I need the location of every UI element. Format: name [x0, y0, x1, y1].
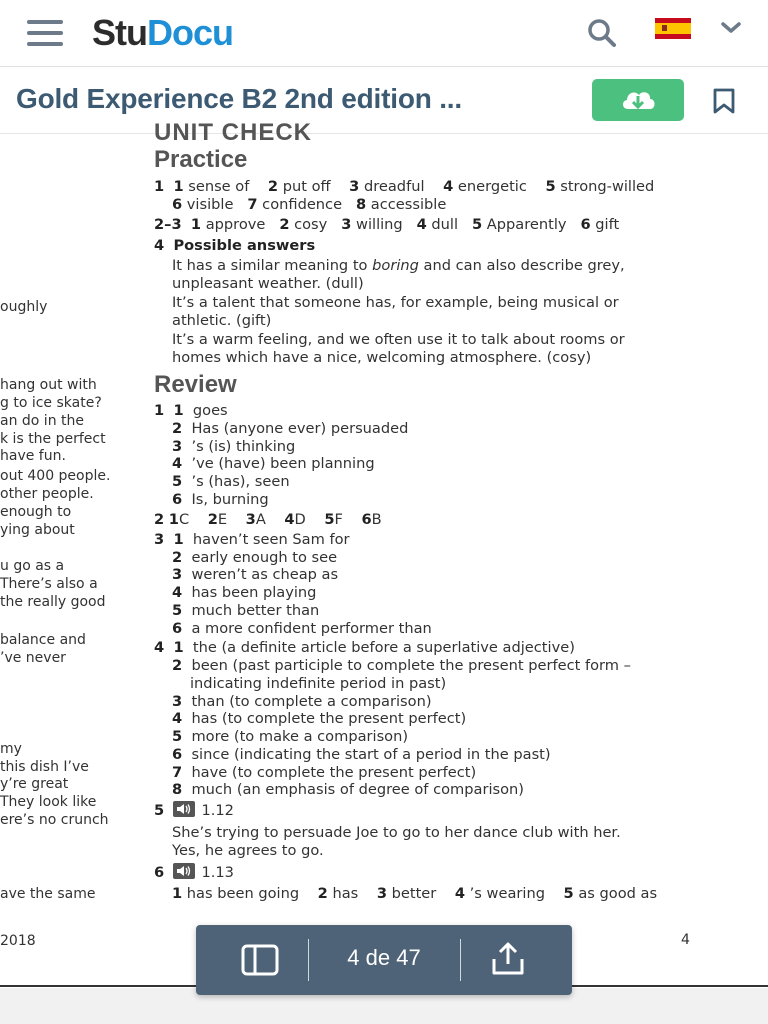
- review-ex4-item: 4 has (to complete the present perfect): [172, 710, 467, 727]
- spain-flag-icon[interactable]: [655, 18, 691, 39]
- studocu-logo[interactable]: [92, 12, 233, 54]
- left-column-text: ’ve never: [0, 650, 66, 666]
- review-ex4-item: 3 than (to complete a comparison): [172, 693, 432, 710]
- unit-check-heading: UNIT CHECK: [154, 119, 312, 146]
- left-column-text: out 400 people.: [0, 468, 111, 484]
- audio-speaker-icon[interactable]: [173, 801, 195, 817]
- review-ex4-item: 6 since (indicating the start of a period in the past): [172, 746, 551, 763]
- left-column-text: k is the perfect: [0, 431, 106, 447]
- page-counter: 4 de 47: [347, 945, 421, 970]
- left-column-text: y’re great: [0, 776, 69, 792]
- left-column-text: the really good: [0, 594, 106, 610]
- left-column-text: an do in the: [0, 413, 84, 429]
- left-column-text: 2018: [0, 933, 36, 949]
- practice-ex23-row: 2–3 1 approve 2 cosy 3 willing 4 dull 5 Apparently 6 gift: [154, 216, 620, 233]
- review-ex6-row: 1 has been going 2 has 3 better 4 ’s wearing 5 as good as: [172, 885, 658, 902]
- review-ex1-item: 5 ’s (has), seen: [172, 473, 290, 490]
- search-icon[interactable]: [586, 17, 618, 49]
- left-column-text: There’s also a: [0, 576, 98, 592]
- review-ex5-line: Yes, he agrees to go.: [172, 842, 324, 859]
- left-column-text: ave the same: [0, 886, 96, 902]
- top-navigation-bar: [0, 0, 768, 67]
- document-title-bar: [0, 67, 768, 134]
- left-column-text: u go as a: [0, 558, 65, 574]
- review-ex4-item: 8 much (an emphasis of degree of comparison): [172, 781, 524, 798]
- practice-ex1-row2: 6 visible 7 confidence 8 accessible: [172, 196, 447, 213]
- review-ex3-item: 2 early enough to see: [172, 549, 338, 566]
- left-column-text: g to ice skate?: [0, 395, 102, 411]
- practice-ex4-answer3: It’s a warm feeling, and we often use it to talk about rooms or: [172, 331, 625, 348]
- logo-text-docu: Docu: [147, 12, 233, 53]
- hamburger-menu-icon[interactable]: [27, 20, 63, 46]
- download-button[interactable]: [592, 79, 684, 121]
- review-ex6-audio: 6 1.13: [154, 864, 234, 881]
- left-column-text: They look like: [0, 794, 97, 810]
- review-ex3-item: 3 weren’t as cheap as: [172, 566, 339, 583]
- review-ex5-line: She’s trying to persuade Joe to go to her dance club with her.: [172, 824, 621, 841]
- review-ex3-item: 4 has been playing: [172, 584, 317, 601]
- practice-ex4-answer1: It has a similar meaning to boring and can also describe grey,: [172, 257, 625, 274]
- cloud-download-icon: [619, 85, 657, 115]
- review-ex3-item: 5 much better than: [172, 602, 320, 619]
- left-column-text: my: [0, 741, 22, 757]
- review-ex3-item: 6 a more confident performer than: [172, 620, 432, 637]
- practice-ex4-answer3-cont: homes which have a nice, welcoming atmosphere. (cosy): [172, 349, 592, 366]
- practice-ex4-answer2-cont: athletic. (gift): [172, 312, 272, 329]
- review-heading: Review: [154, 371, 237, 398]
- left-column-text: hang out with: [0, 377, 97, 393]
- practice-ex4-title: 4 Possible answers: [154, 237, 316, 254]
- pager-separator: [460, 939, 461, 981]
- logo-text-stu: Stu: [92, 12, 147, 53]
- practice-ex4-answer1-cont: unpleasant weather. (dull): [172, 275, 364, 292]
- page-number: 4: [681, 932, 690, 948]
- review-ex5-audio: 5 1.12: [154, 802, 234, 819]
- review-ex1-item: 6 Is, burning: [172, 491, 269, 508]
- bookmark-icon[interactable]: [711, 87, 737, 115]
- left-column-text: balance and: [0, 632, 86, 648]
- document-page-viewer[interactable]: [0, 119, 768, 986]
- review-ex4-item: 4 1 the (a definite article before a superlative adjective): [154, 639, 575, 656]
- audio-speaker-icon[interactable]: [173, 863, 195, 879]
- practice-ex4-answer2: It’s a talent that someone has, for example, being musical or: [172, 294, 619, 311]
- sidebar-panel-icon[interactable]: [241, 943, 279, 977]
- review-ex3-item: 3 1 haven’t seen Sam for: [154, 531, 350, 548]
- left-column-text: oughly: [0, 299, 48, 315]
- review-ex4-item: 2 been (past participle to complete the present perfect form –: [172, 657, 631, 674]
- left-column-text: this dish I’ve: [0, 759, 89, 775]
- left-column-text: enough to: [0, 504, 72, 520]
- review-ex1-item: 4 ’ve (have) been planning: [172, 455, 375, 472]
- page-navigation-bar: [196, 925, 572, 995]
- review-ex2-row: 2 1C 2E 3A 4D 5F 6B: [154, 511, 382, 528]
- review-ex4-item-cont: indicating indefinite period in past): [190, 675, 447, 692]
- practice-heading: Practice: [154, 146, 248, 173]
- left-column-text: ying about: [0, 522, 75, 538]
- review-ex1-item: 1 1 goes: [154, 402, 228, 419]
- review-ex1-item: 2 Has (anyone ever) persuaded: [172, 420, 409, 437]
- left-column-text: have fun.: [0, 448, 66, 464]
- practice-ex1-row1: 1 1 sense of 2 put off 3 dreadful 4 energetic 5 strong-willed: [154, 178, 655, 195]
- review-ex4-item: 7 have (to complete the present perfect): [172, 764, 477, 781]
- share-upload-icon[interactable]: [490, 941, 526, 977]
- review-ex4-item: 5 more (to make a comparison): [172, 728, 409, 745]
- left-column-text: ere’s no crunch: [0, 812, 109, 828]
- chevron-down-icon[interactable]: [720, 20, 742, 36]
- document-title[interactable]: Gold Experience B2 2nd edition ...: [16, 83, 462, 114]
- left-column-text: other people.: [0, 486, 94, 502]
- review-ex1-item: 3 ’s (is) thinking: [172, 438, 296, 455]
